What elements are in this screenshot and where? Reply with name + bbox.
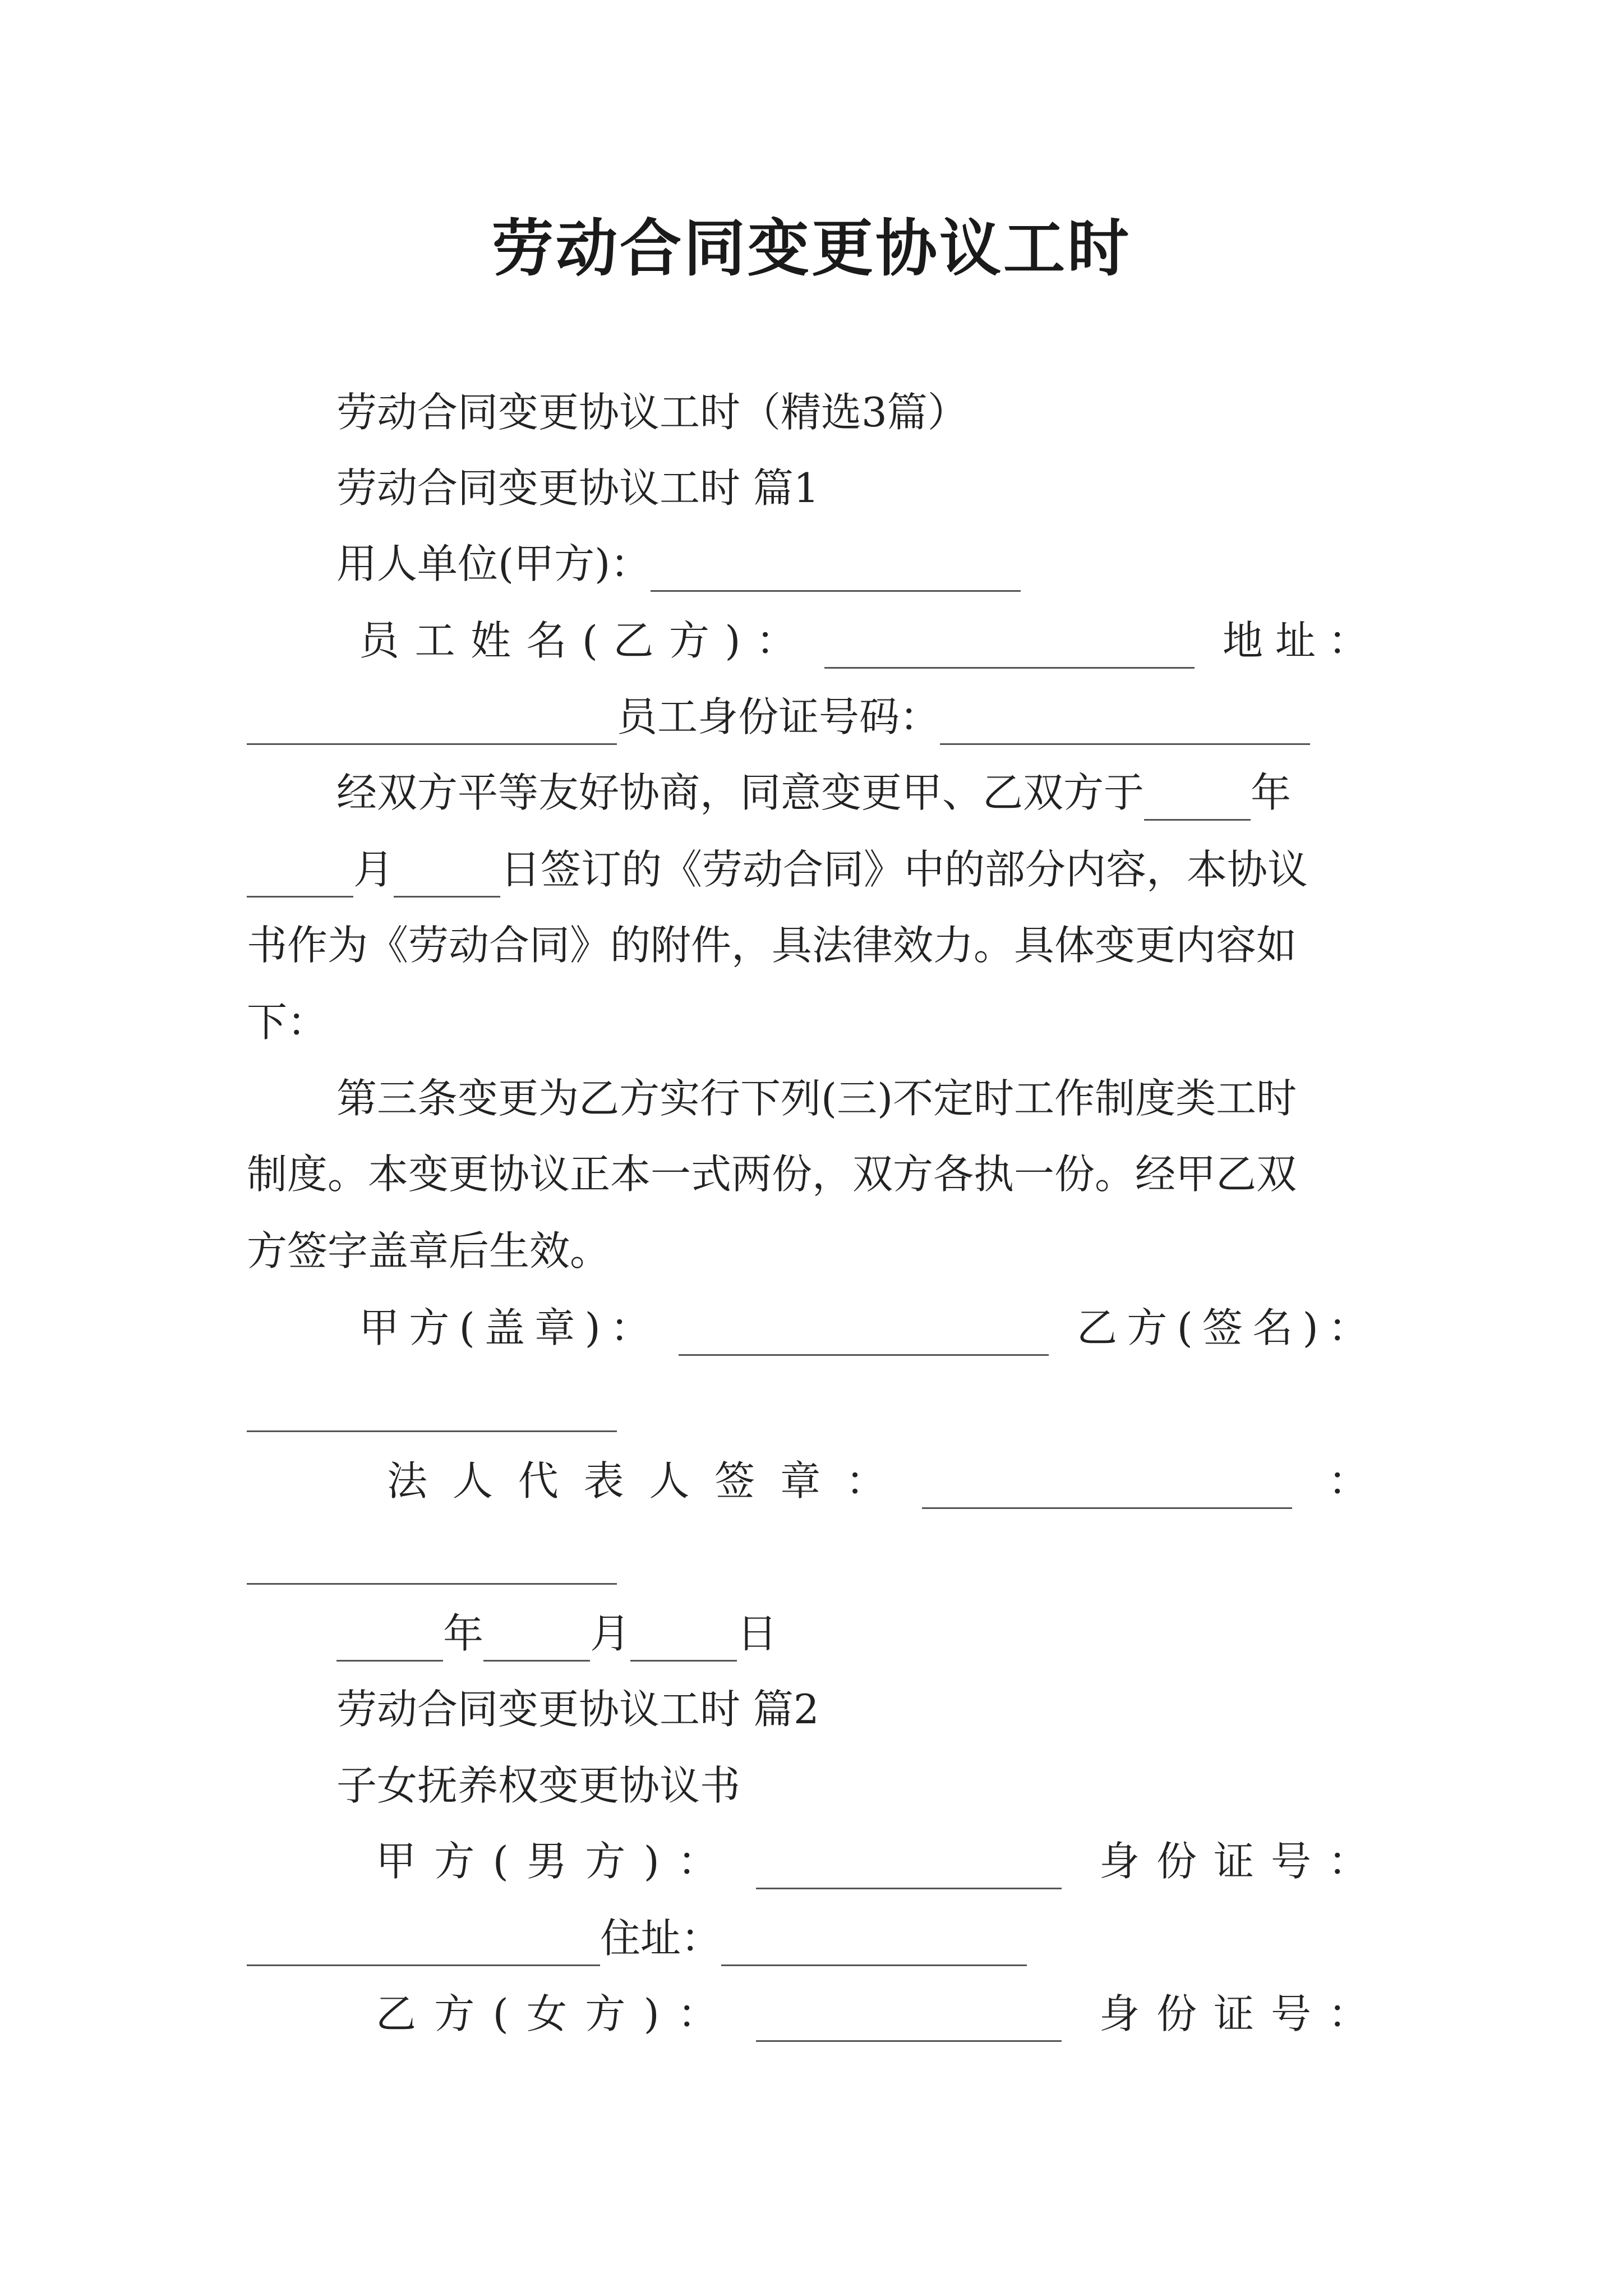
legal-rep-label [387,1453,886,1509]
party-a-seal-blank [679,1314,1049,1356]
party-b-sign-blank [247,1390,617,1432]
date-year-blank [336,1619,443,1662]
label-char: 号 [1270,1838,1311,1885]
custody-id-blank [247,1924,600,1966]
label-char: ) [584,1304,601,1351]
label-char: 法 [387,1457,428,1504]
label-char: 乙 [1077,1304,1118,1351]
employer-blank [651,550,1021,592]
label-char: ： [1327,1304,1368,1351]
label-char: 方 [434,1990,475,2037]
para1-text: 日签订的《劳动合同》中的部分内容，本协议 [500,846,1308,893]
para2-line3: 方签字盖章后生效。 [247,1227,611,1274]
custody-id-label-b [1099,1986,1368,2042]
date-month-label: 月 [590,1610,631,1657]
date-month-blank [483,1619,590,1662]
address-blank [247,703,617,745]
employee-address-line [359,613,1368,669]
label-char: 名 [1252,1304,1293,1351]
label-char: 证 [1213,1838,1254,1885]
label-char: 方 [409,1304,450,1351]
legal-rep-line [387,1453,1368,1509]
label-char: 签 [714,1457,755,1504]
label-char: ( [492,1990,509,2037]
label-char: ( [459,1304,475,1351]
label-char: 份 [1156,1838,1197,1885]
label-char: ) [725,617,741,664]
label-char: 乙 [613,617,654,664]
label-char: ： [755,617,796,664]
employee-id-label: 员工身份证号码： [617,693,940,740]
label-char: 签 [1202,1304,1243,1351]
label-char: ) [1302,1304,1318,1351]
label-char: 男 [526,1838,567,1885]
day-blank [394,855,500,898]
date-day-blank [630,1619,737,1662]
para2-line1: 第三条变更为乙方实行下列(三)不定时工作制度类工时 [336,1075,1297,1122]
employer-label: 用人单位(甲方)： [336,540,651,587]
label-char: 女 [526,1990,567,2037]
para1-line4: 下： [247,999,328,1046]
custody-address-label: 住址： [600,1915,722,1962]
label-char: 份 [1156,1990,1197,2037]
article2-heading: 劳动合同变更协议工时 篇2 [336,1686,819,1733]
label-char: 人 [649,1457,690,1504]
custody-party-b-label [376,1986,718,2042]
label-char: 证 [1213,1990,1254,2037]
date-year-label: 年 [443,1610,484,1657]
custody-doc-title: 子女抚养权变更协议书 [336,1762,741,1809]
label-char: 甲 [376,1838,417,1885]
legal-rep-extra-blank [247,1543,617,1585]
employee-id-line [247,689,1310,745]
label-char: 乙 [376,1990,417,2037]
legal-rep-blank [922,1467,1292,1509]
custody-address-blank [721,1924,1027,1966]
para2-line2: 制度。本变更协议正本一式两份，双方各执一份。经甲乙双 [247,1151,1297,1198]
custody-address-line [247,1910,1027,1966]
label-char: ( [492,1838,509,1885]
trailing-colon: ： [1327,1457,1368,1504]
label-char: 表 [583,1457,624,1504]
label-char: ： [1327,1990,1368,2037]
para1-line1 [336,765,1291,821]
year-label: 年 [1251,769,1292,816]
employer-line [336,536,1021,592]
label-char: 方 [1127,1304,1168,1351]
label-char: 方 [585,1990,626,2037]
custody-party-b-line [376,1986,1368,2042]
year-blank [1144,779,1251,821]
label-char: 身 [1099,1838,1140,1885]
month-label: 月 [353,846,394,893]
label-char: ( [582,617,598,664]
custody-party-b-blank [756,2000,1062,2042]
label-char: 姓 [470,617,511,664]
month-blank [247,855,353,898]
label-char: ： [610,1304,651,1351]
label-char: 代 [518,1457,559,1504]
article1-heading: 劳动合同变更协议工时 篇1 [336,464,819,512]
label-char: 名 [526,617,567,664]
date-day-label: 日 [737,1610,778,1657]
para1-text: 经双方平等友好协商，同意变更甲、乙双方于 [336,769,1145,816]
document-subtitle: 劳动合同变更协议工时（精选3篇） [336,389,968,436]
party-b-blank-line [247,1376,617,1432]
label-char: 甲 [359,1304,400,1351]
label-char: 工 [414,617,455,664]
label-char: 方 [668,617,709,664]
para1-line3: 书作为《劳动合同》的附件，具法律效力。具体变更内容如 [247,922,1297,969]
label-char: 址 [1275,617,1316,664]
date-line [336,1605,777,1662]
label-char: 章 [780,1457,821,1504]
custody-party-a-blank [756,1847,1062,1889]
label-char: ) [643,1990,660,2037]
label-char: 方 [434,1838,475,1885]
label-char: ： [677,1990,718,2037]
label-char: 身 [1099,1990,1140,2037]
label-char: ： [677,1838,718,1885]
label-char: ： [845,1457,886,1504]
label-char: 方 [585,1838,626,1885]
employee-name-blank [824,627,1195,669]
employee-name-label [359,613,796,669]
legal-rep-blank-line [247,1529,617,1585]
employee-id-blank [940,703,1310,745]
label-char: 地 [1223,617,1264,664]
party-a-seal-label [359,1300,651,1356]
address-label [1223,613,1368,669]
custody-id-label [1099,1833,1368,1889]
label-char: 盖 [484,1304,525,1351]
label-char: 人 [452,1457,493,1504]
custody-party-a-line [376,1833,1368,1889]
label-char: ) [643,1838,660,1885]
document-title: 劳动合同变更协议工时 [492,213,1131,284]
label-char: ( [1177,1304,1193,1351]
label-char: 员 [359,617,400,664]
label-char: 号 [1270,1990,1311,2037]
label-char: 章 [534,1304,575,1351]
signature-line [359,1300,1368,1356]
party-b-sign-label [1077,1300,1368,1356]
custody-party-a-label [376,1833,718,1889]
para1-line2 [247,841,1308,898]
label-char: ： [1327,617,1368,664]
label-char: ： [1327,1838,1368,1885]
